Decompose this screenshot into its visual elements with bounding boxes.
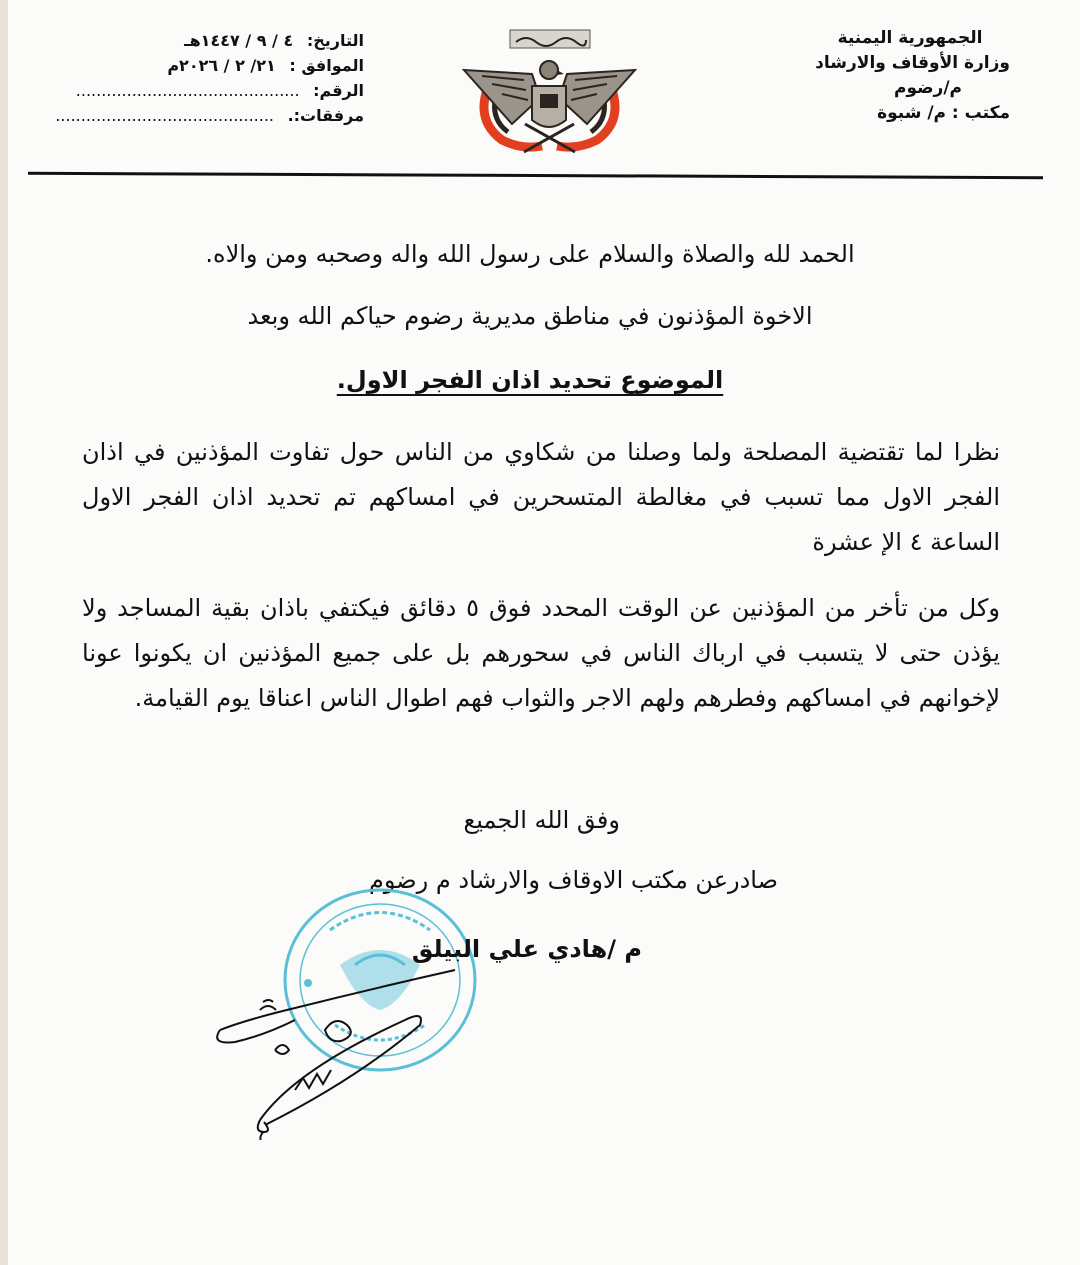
attachments-label: مرفقات:. <box>287 106 364 125</box>
paragraph-2: وكل من تأخر من المؤذنين عن الوقت المحدد فوق ٥ دقائق فيكتفي باذان بقية المساجد ولا يؤذن حتى لا يتسبب في ارباك الناس في سحورهم بل على جميع المؤذنين ان يكونوا عونا لإخوانهم في امساكهم وفطرهم ولهم الاجر والثواب فهم اطوال الناس اعناقا يوم القيامة. <box>82 594 1001 712</box>
attachments-value: ........................................... <box>55 106 274 125</box>
yemen-emblem-icon <box>462 28 637 158</box>
gregorian-date-label: الموافق : <box>289 56 364 75</box>
handwritten-signature <box>205 950 465 1140</box>
letterhead-organization <box>810 26 1010 126</box>
subject-line <box>0 366 1070 394</box>
office-name: مكتب : م/ شبوة <box>877 103 1010 123</box>
greeting-line: الحمد لله والصلاة والسلام على رسول الله واله وصحبه ومن والاه. <box>205 240 855 268</box>
reference-number-value: ............................................ <box>75 81 300 100</box>
gregorian-date-value: ٢١/ ٢ / ٢٠٢٦م <box>167 56 276 75</box>
reference-number-row <box>75 78 364 103</box>
addressee-line: الاخوة المؤذنون في مناطق مديرية رضوم حياكم الله وبعد <box>247 302 813 330</box>
country-name: الجمهورية اليمنية <box>837 28 983 48</box>
hijri-date-label: التاريخ: <box>306 31 364 50</box>
district-name: م/رضوم <box>894 78 962 98</box>
hijri-date-value: ٤ / ٩ / ١٤٤٧هـ <box>184 31 294 50</box>
hijri-date-row <box>94 28 364 53</box>
scan-edge <box>0 0 8 1265</box>
letter-reference-block <box>55 28 364 128</box>
gregorian-date-row <box>94 53 364 78</box>
signatory-name: م /هادي علي البيلق <box>411 935 642 963</box>
subject-text: الموضوع تحديد اذان الفجر الاول. <box>336 366 724 394</box>
paragraph-1: نظرا لما تقتضية المصلحة ولما وصلنا من شكاوي من الناس حول تفاوت المؤذنين في اذان الفجر الاول مما تسبب في مغالطة المتسحرين في امساكهم تم تحديد اذان الفجر الاول الساعة ٤ الإ عشرة <box>82 438 1000 556</box>
issuer-line: صادرعن مكتب الاوقاف والارشاد م رضوم <box>369 866 778 894</box>
ministry-name: وزارة الأوقاف والارشاد <box>815 53 1010 73</box>
attachments-row <box>55 103 364 128</box>
closing-blessing: وفق الله الجميع <box>463 806 620 834</box>
reference-number-label: الرقم: <box>313 81 364 100</box>
